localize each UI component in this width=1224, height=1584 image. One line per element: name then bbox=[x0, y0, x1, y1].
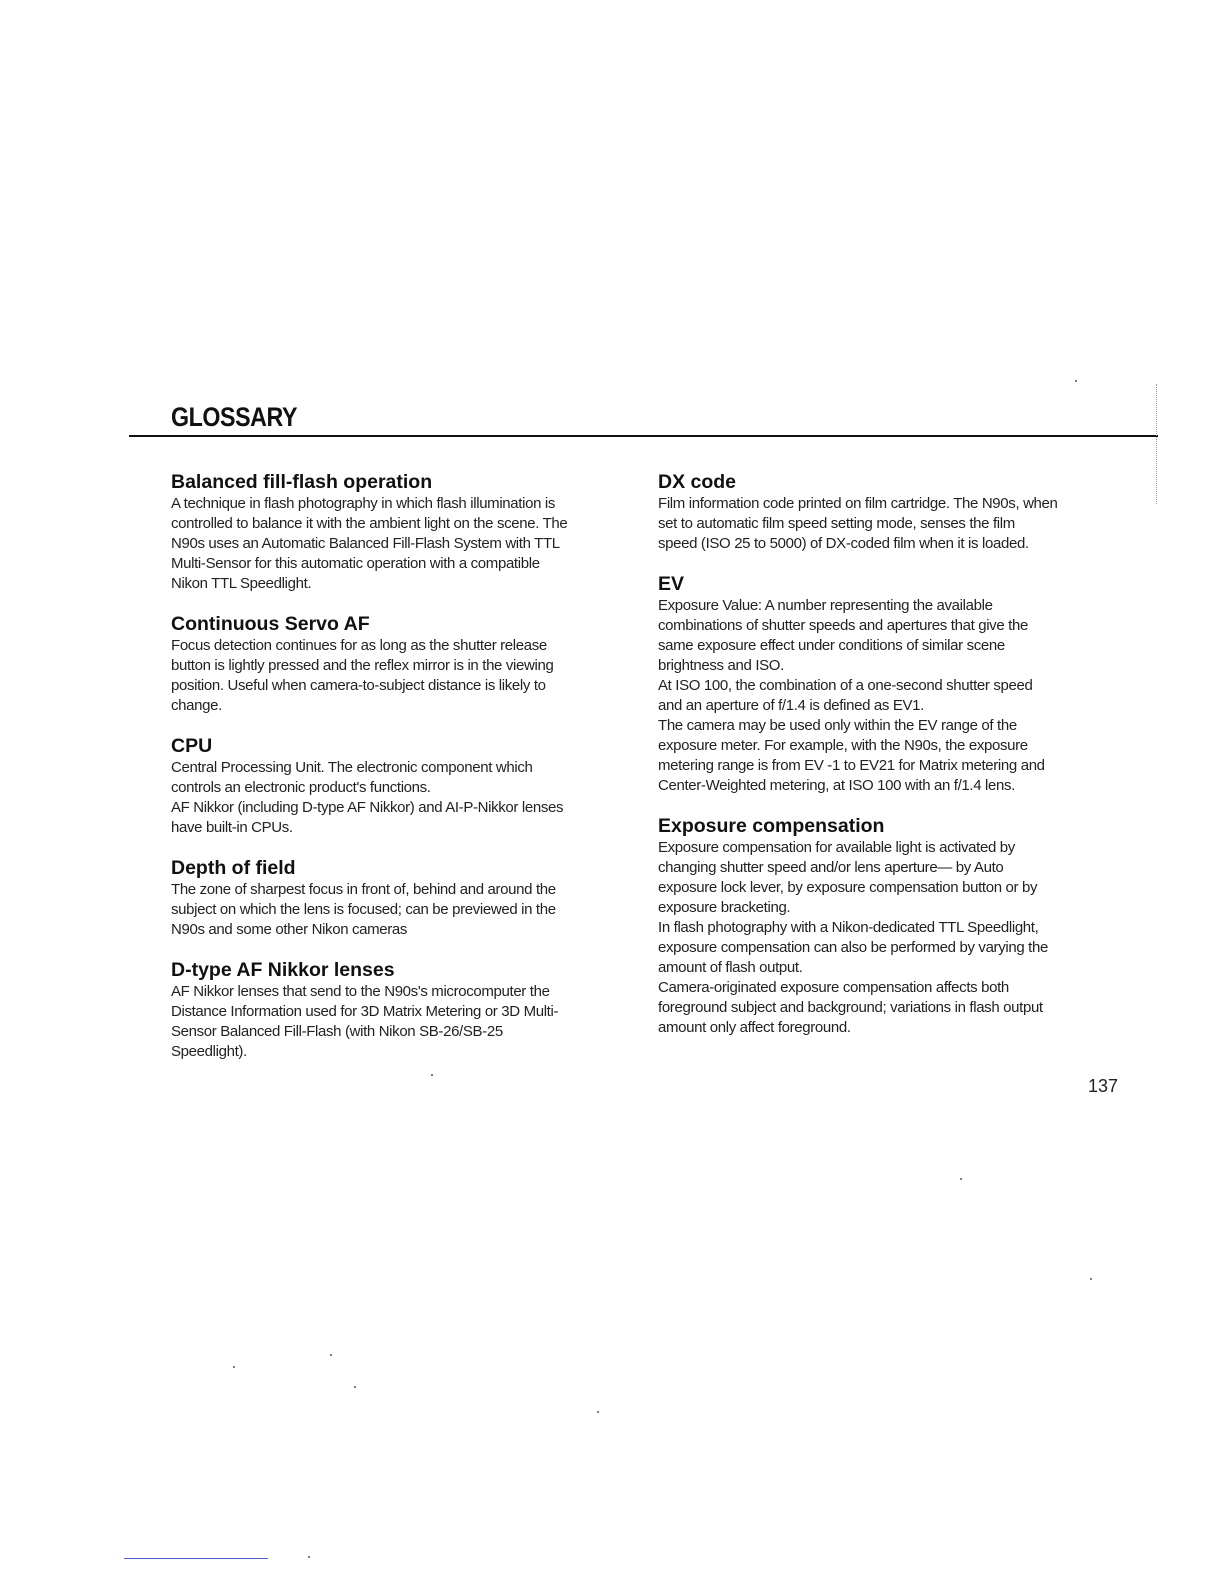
scan-speck bbox=[308, 1556, 310, 1558]
definition-line: and an aperture of f/1.4 is defined as EV1. bbox=[658, 697, 924, 714]
definition-line: The zone of sharpest focus in front of, behind and around the bbox=[171, 881, 556, 898]
definition-line: metering range is from EV -1 to EV21 for Matrix metering and bbox=[658, 757, 1045, 774]
glossary-entry bbox=[171, 958, 641, 1062]
glossary-definition bbox=[658, 494, 1128, 554]
definition-line: N90s and some other Nikon cameras bbox=[171, 921, 408, 938]
definition-line: AF Nikkor (including D-type AF Nikkor) and AI-P-Nikkor lenses bbox=[171, 799, 564, 816]
glossary-entry bbox=[171, 612, 641, 716]
definition-line: Camera-originated exposure compensation affects both bbox=[658, 979, 1009, 996]
definition-line: Multi-Sensor for this automatic operation with a compatible bbox=[171, 555, 540, 572]
glossary-term: Balanced fill-flash operation bbox=[171, 471, 433, 493]
definition-line: same exposure effect under conditions of similar scene bbox=[658, 637, 1005, 654]
left-column bbox=[171, 470, 641, 1080]
glossary-definition bbox=[171, 494, 641, 594]
definition-line: exposure compensation can also be performed by varying the bbox=[658, 939, 1048, 956]
scan-speck bbox=[1090, 1278, 1092, 1280]
definition-line: have built-in CPUs. bbox=[171, 819, 293, 836]
scan-speck bbox=[431, 1074, 433, 1076]
glossary-definition bbox=[171, 758, 641, 838]
definition-line: exposure bracketing. bbox=[658, 899, 791, 916]
scan-speck bbox=[597, 1411, 599, 1413]
glossary-term: D-type AF Nikkor lenses bbox=[171, 959, 395, 981]
definition-line: Central Processing Unit. The electronic component which bbox=[171, 759, 533, 776]
glossary-definition bbox=[658, 838, 1128, 1038]
glossary-term: EV bbox=[658, 573, 685, 595]
definition-line: position. Useful when camera-to-subject distance is likely to bbox=[171, 677, 546, 694]
definition-line: foreground subject and background; variations in flash output bbox=[658, 999, 1043, 1016]
right-column bbox=[658, 470, 1128, 1056]
definition-line: At ISO 100, the combination of a one-second shutter speed bbox=[658, 677, 1033, 694]
definition-line: set to automatic film speed setting mode, senses the film bbox=[658, 515, 1015, 532]
scan-speck bbox=[960, 1178, 962, 1180]
glossary-term: CPU bbox=[171, 735, 213, 757]
glossary-term: Depth of field bbox=[171, 857, 296, 879]
definition-line: brightness and ISO. bbox=[658, 657, 784, 674]
definition-line: button is lightly pressed and the reflex mirror is in the viewing bbox=[171, 657, 554, 674]
page-number: 137 bbox=[1088, 1076, 1119, 1096]
definition-line: Exposure Value: A number representing the available bbox=[658, 597, 993, 614]
definition-line: Film information code printed on film cartridge. The N90s, when bbox=[658, 495, 1058, 512]
definition-line: change. bbox=[171, 697, 222, 714]
definition-line: A technique in flash photography in which flash illumination is bbox=[171, 495, 556, 512]
definition-line: combinations of shutter speeds and apertures that give the bbox=[658, 617, 1028, 634]
glossary-entry bbox=[658, 572, 1128, 796]
scan-speck bbox=[354, 1386, 356, 1388]
definition-line: Exposure compensation for available light is activated by bbox=[658, 839, 1015, 856]
bottom-scan-line bbox=[124, 1558, 268, 1559]
page-title: GLOSSARY bbox=[171, 402, 298, 432]
scan-speck bbox=[330, 1354, 332, 1356]
glossary-entry bbox=[658, 814, 1128, 1038]
title-rule bbox=[129, 435, 1158, 437]
definition-line: Nikon TTL Speedlight. bbox=[171, 575, 312, 592]
definition-line: speed (ISO 25 to 5000) of DX-coded film when it is loaded. bbox=[658, 535, 1029, 552]
definition-line: The camera may be used only within the EV range of the bbox=[658, 717, 1017, 734]
glossary-definition bbox=[171, 982, 641, 1062]
scan-edge-mark bbox=[1156, 384, 1158, 504]
glossary-definition bbox=[171, 880, 641, 940]
glossary-entry bbox=[171, 470, 641, 594]
definition-line: changing shutter speed and/or lens aperture— by Auto bbox=[658, 859, 1004, 876]
definition-line: exposure lock lever, by exposure compensation button or by bbox=[658, 879, 1038, 896]
definition-line: amount of flash output. bbox=[658, 959, 803, 976]
definition-line: exposure meter. For example, with the N90s, the exposure bbox=[658, 737, 1028, 754]
glossary-term: Continuous Servo AF bbox=[171, 613, 370, 635]
scan-speck bbox=[1075, 380, 1077, 382]
definition-line: Speedlight). bbox=[171, 1043, 247, 1060]
definition-line: controlled to balance it with the ambient light on the scene. The bbox=[171, 515, 568, 532]
definition-line: In flash photography with a Nikon-dedicated TTL Speedlight, bbox=[658, 919, 1039, 936]
glossary-entry bbox=[658, 470, 1128, 554]
glossary-term: Exposure compensation bbox=[658, 815, 885, 837]
definition-line: N90s uses an Automatic Balanced Fill-Flash System with TTL bbox=[171, 535, 560, 552]
glossary-definition bbox=[658, 596, 1128, 796]
glossary-entry bbox=[171, 734, 641, 838]
definition-line: Center-Weighted metering, at ISO 100 with an f/1.4 lens. bbox=[658, 777, 1015, 794]
definition-line: controls an electronic product's functions. bbox=[171, 779, 431, 796]
definition-line: amount only affect foreground. bbox=[658, 1019, 851, 1036]
definition-line: subject on which the lens is focused; can be previewed in the bbox=[171, 901, 556, 918]
scan-speck bbox=[233, 1366, 235, 1368]
definition-line: Sensor Balanced Fill-Flash (with Nikon SB-26/SB-25 bbox=[171, 1023, 503, 1040]
definition-line: AF Nikkor lenses that send to the N90s's microcomputer the bbox=[171, 983, 550, 1000]
glossary-definition bbox=[171, 636, 641, 716]
glossary-entry bbox=[171, 856, 641, 940]
definition-line: Focus detection continues for as long as the shutter release bbox=[171, 637, 547, 654]
definition-line: Distance Information used for 3D Matrix Metering or 3D Multi- bbox=[171, 1003, 559, 1020]
glossary-term: DX code bbox=[658, 471, 737, 493]
